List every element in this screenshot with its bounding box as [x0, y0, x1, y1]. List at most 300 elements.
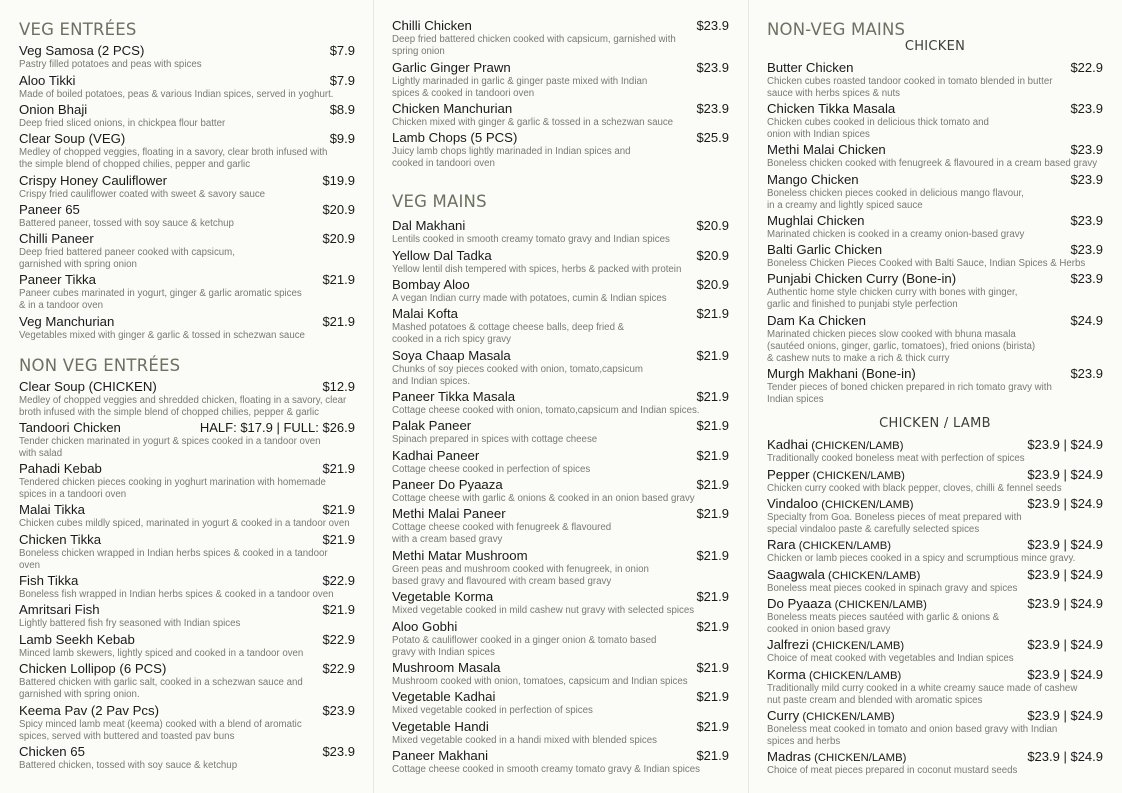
menu-item-name — [767, 596, 927, 613]
menu-item-description: and Indian spices. — [392, 375, 471, 387]
menu-item-price: $20.9 — [696, 248, 729, 263]
menu-item-description: Choice of meat cooked with vegetables and Indian spices — [767, 653, 1014, 664]
menu-item-price: $25.9 — [696, 130, 729, 145]
menu-item-price: $22.9 — [322, 632, 355, 647]
menu-item-description: Indian spices — [767, 393, 824, 405]
column-divider — [373, 0, 374, 793]
menu-item-butter-chicken — [767, 60, 1103, 100]
menu-item-description: cooked in onion based gravy — [767, 623, 891, 635]
menu-item-description: Marinated chicken is cooked in a creamy onion-based gravy — [767, 229, 1025, 240]
menu-item-name — [19, 379, 157, 395]
menu-item-name-text: Chicken Lollipop (6 PCS) — [19, 661, 167, 676]
menu-item-row — [767, 271, 1103, 287]
menu-item-row — [392, 18, 729, 34]
menu-item-description: (sautéed onions, ginger, garlic, tomatoes), fried onions (birista) — [767, 340, 1036, 352]
menu-item-mushroom-masala — [392, 660, 729, 688]
section-heading-veg-mains: VEG MAINS — [392, 192, 487, 211]
menu-item-jalfrezi — [767, 637, 1103, 665]
menu-item-name — [19, 632, 135, 648]
menu-item-description: Boneless meats pieces sautéed with garlic & onions & — [767, 612, 1000, 623]
menu-item-name — [767, 537, 891, 554]
menu-item-name-text: Curry — [767, 708, 800, 723]
menu-item-name-text: Aloo Tikki — [19, 73, 76, 88]
menu-item-row — [19, 602, 355, 618]
menu-item-description: Chicken cubes cooked in delicious thick tomato and — [767, 117, 989, 128]
menu-item-row — [767, 567, 1103, 583]
menu-item-name-text: Butter Chicken — [767, 60, 854, 75]
menu-item-price: $23.9 — [1070, 101, 1103, 116]
menu-item-description: oven — [19, 559, 41, 571]
menu-item-row — [767, 242, 1103, 258]
menu-item-onion-bhaji — [19, 102, 355, 130]
menu-item-row — [19, 173, 355, 189]
menu-item-row — [392, 348, 729, 364]
menu-item-row — [19, 43, 355, 59]
menu-item-description: Made of boiled potatoes, peas & various Indian spices, served in yoghurt. — [19, 89, 334, 100]
menu-item-meat-option: (CHICKEN/LAMB) — [799, 711, 895, 723]
menu-item-row — [767, 437, 1103, 453]
menu-item-description: Yellow lentil dish tempered with spices, herbs & packed with protein — [392, 264, 682, 275]
menu-item-lamb-chops-5-pcs — [392, 130, 729, 170]
menu-item-name-text: Chilli Paneer — [19, 231, 94, 246]
menu-item-description: Cottage cheese cooked in smooth creamy tomato gravy & Indian spices — [392, 764, 701, 775]
menu-item-name-text: Bombay Aloo — [392, 277, 470, 292]
menu-item-name — [767, 567, 920, 584]
menu-item-row — [392, 719, 729, 735]
menu-item-price: $22.9 — [322, 573, 355, 588]
menu-item-vegetable-kadhai — [392, 689, 729, 717]
menu-item-description: Cottage cheese with garlic & onions & cooked in an onion based gravy — [392, 493, 695, 504]
menu-item-row — [392, 506, 729, 522]
menu-item-price: $21.9 — [696, 548, 729, 563]
menu-item-row — [767, 749, 1103, 765]
menu-item-description: Tendered chicken pieces cooking in yoghurt marination with homemade — [19, 477, 326, 488]
menu-item-amritsari-fish — [19, 602, 355, 630]
menu-item-price: $21.9 — [696, 389, 729, 404]
menu-item-name — [392, 101, 512, 117]
menu-item-price: $23.9 — [696, 60, 729, 75]
menu-item-meat-option: (CHICKEN/LAMB) — [810, 752, 907, 764]
menu-item-name — [19, 420, 121, 436]
menu-item-clear-soup-chicken — [19, 379, 355, 419]
menu-item-description: Mixed vegetable cooked in mild cashew nut gravy with selected spices — [392, 605, 695, 616]
menu-item-name-text: Malai Tikka — [19, 502, 85, 517]
menu-item-name — [767, 749, 906, 766]
menu-item-description: Choice of meat pieces prepared in coconut mustard seeds — [767, 765, 1018, 776]
menu-item-name — [767, 142, 886, 158]
menu-item-name-text: Crispy Honey Cauliflower — [19, 173, 168, 188]
menu-item-name — [19, 532, 101, 548]
menu-item-description: Chunks of soy pieces cooked with onion, tomato,capsicum — [392, 364, 643, 375]
menu-item-description: Spicy minced lamb meat (keema) cooked with a blend of aromatic — [19, 719, 302, 730]
menu-item-name — [767, 213, 865, 229]
menu-item-name — [392, 448, 479, 464]
menu-item-name — [392, 548, 528, 564]
menu-item-paneer-do-pyaaza — [392, 477, 729, 505]
menu-item-description: Lentils cooked in smooth creamy tomato gravy and Indian spices — [392, 234, 670, 245]
menu-item-chilli-chicken — [392, 18, 729, 58]
menu-item-description: Cottage cheese cooked in perfection of spices — [392, 464, 591, 475]
menu-item-name-text: Tandoori Chicken — [19, 420, 121, 435]
menu-item-name — [392, 477, 503, 493]
menu-item-description: cooked in tandoori oven — [392, 157, 495, 169]
menu-item-description: with salad — [19, 447, 63, 459]
menu-item-description: Lightly battered fish fry seasoned with Indian spices — [19, 618, 241, 629]
menu-item-bombay-aloo — [392, 277, 729, 305]
menu-item-description: Tender chicken marinated in yogurt & spices cooked in a tandoor oven — [19, 436, 321, 447]
menu-item-name — [19, 461, 102, 477]
menu-item-name — [392, 60, 511, 76]
menu-item-price: $8.9 — [329, 102, 355, 117]
menu-item-name-text: Paneer 65 — [19, 202, 80, 217]
menu-item-name-text: Mughlai Chicken — [767, 213, 865, 228]
menu-item-malai-kofta — [392, 306, 729, 346]
menu-item-name-text: Methi Malai Chicken — [767, 142, 886, 157]
menu-item-description: Boneless fish wrapped in Indian herbs spices & cooked in a tandoor oven — [19, 589, 334, 600]
menu-item-description: spring onion — [392, 45, 445, 57]
menu-item-description: Potato & cauliflower cooked in a ginger onion & tomato based — [392, 635, 657, 646]
menu-item-name — [767, 667, 901, 684]
menu-item-price: $21.9 — [696, 589, 729, 604]
menu-item-price: $19.9 — [322, 173, 355, 188]
menu-item-row — [767, 467, 1103, 483]
menu-item-balti-garlic-chicken — [767, 242, 1103, 270]
menu-item-paneer-65 — [19, 202, 355, 230]
menu-item-description: Mashed potatoes & cottage cheese balls, deep fried & — [392, 322, 625, 333]
menu-item-name — [767, 496, 914, 513]
menu-item-price: $23.9 — [322, 744, 355, 759]
menu-item-description: Boneless chicken wrapped in Indian herbs spices & cooked in a tandoor — [19, 548, 328, 559]
menu-item-madras — [767, 749, 1103, 777]
menu-item-description: Chicken mixed with ginger & garlic & tossed in a schezwan sauce — [392, 117, 674, 128]
menu-item-price: $20.9 — [322, 202, 355, 217]
menu-item-description: broth infused with the simple blend of chopped chilies, pepper & garlic — [19, 406, 319, 418]
menu-item-curry — [767, 708, 1103, 748]
menu-item-name-text: Vegetable Handi — [392, 719, 489, 734]
menu-item-row — [392, 548, 729, 564]
menu-item-description: garlic and finished to punjabi style perfection — [767, 298, 958, 310]
menu-item-name-text: Vindaloo — [767, 496, 819, 511]
menu-item-description: spices, served with buttered and toasted pav buns — [19, 730, 235, 742]
menu-item-name-text: Paneer Do Pyaaza — [392, 477, 503, 492]
menu-item-name — [19, 502, 85, 518]
menu-item-name-text: Punjabi Chicken Curry (Bone-in) — [767, 271, 957, 286]
menu-item-row — [767, 142, 1103, 158]
menu-item-name-text: Paneer Tikka Masala — [392, 389, 516, 404]
menu-item-description: Deep fried battered paneer cooked with capsicum, — [19, 247, 235, 258]
menu-item-description: Paneer cubes marinated in yogurt, ginger & garlic aromatic spices — [19, 288, 302, 299]
menu-item-row — [19, 73, 355, 89]
menu-item-price: $21.9 — [696, 506, 729, 521]
menu-item-row — [19, 502, 355, 518]
menu-item-name — [392, 660, 500, 676]
menu-item-price: HALF: $17.9 | FULL: $26.9 — [199, 420, 355, 435]
menu-item-meat-option: (CHICKEN/LAMB) — [809, 470, 905, 482]
menu-item-name-text: Keema Pav (2 Pav Pcs) — [19, 703, 159, 718]
menu-item-description: sauce with herbs spices & nuts — [767, 87, 900, 99]
menu-item-murgh-makhani-bone-in — [767, 366, 1103, 406]
menu-item-price: $23.9 | $24.9 — [1027, 708, 1103, 723]
menu-item-row — [19, 202, 355, 218]
menu-item-name-text: Pepper — [767, 467, 810, 482]
menu-item-price: $23.9 | $24.9 — [1027, 749, 1103, 764]
menu-item-description: cooked in a rich spicy gravy — [392, 333, 511, 345]
menu-item-row — [392, 418, 729, 434]
menu-item-chicken-manchurian — [392, 101, 729, 129]
menu-item-kadhai-paneer — [392, 448, 729, 476]
menu-item-meat-option: (CHICKEN/LAMB) — [831, 599, 927, 611]
menu-item-row — [392, 218, 729, 234]
menu-item-price: $23.9 | $24.9 — [1027, 437, 1103, 452]
menu-item-name-text: Lamb Chops (5 PCS) — [392, 130, 518, 145]
menu-item-name-text: Amritsari Fish — [19, 602, 100, 617]
menu-item-row — [392, 306, 729, 322]
menu-item-veg-manchurian — [19, 314, 355, 342]
menu-item-name — [392, 348, 511, 364]
menu-item-price: $9.9 — [329, 131, 355, 146]
menu-item-mughlai-chicken — [767, 213, 1103, 241]
menu-item-name — [392, 218, 465, 234]
menu-item-name — [19, 173, 167, 189]
menu-item-name-text: Madras — [767, 749, 811, 764]
menu-item-price: $21.9 — [696, 448, 729, 463]
menu-item-soya-chaap-masala — [392, 348, 729, 388]
menu-item-saagwala — [767, 567, 1103, 595]
menu-item-punjabi-chicken-curry-bone-in — [767, 271, 1103, 311]
menu-item-row — [19, 314, 355, 330]
menu-item-name — [392, 306, 458, 322]
menu-item-description: Chicken cubes roasted tandoor cooked in tomato blended in butter — [767, 76, 1053, 87]
menu-item-name-text: Fish Tikka — [19, 573, 79, 588]
menu-item-name-text: Mushroom Masala — [392, 660, 501, 675]
menu-item-description: spices & cooked in tandoori oven — [392, 87, 535, 99]
column-divider — [748, 0, 749, 793]
menu-item-price: $23.9 — [696, 18, 729, 33]
menu-item-row — [19, 661, 355, 677]
menu-item-description: Boneless chicken pieces cooked in delicious mango flavour, — [767, 188, 1024, 199]
menu-item-row — [19, 131, 355, 147]
menu-item-description: Minced lamb skewers, lightly spiced and cooked in a tandoor oven — [19, 648, 304, 659]
menu-item-mango-chicken — [767, 172, 1103, 212]
menu-item-description: Battered chicken with garlic salt, cooked in a schezwan sauce and — [19, 677, 303, 688]
section-heading-non-veg-mains: NON-VEG MAINS — [767, 20, 906, 39]
menu-item-price: $22.9 — [322, 661, 355, 676]
menu-item-description: the simple blend of chopped chilies, pepper and garlic — [19, 158, 251, 170]
menu-item-name — [392, 689, 495, 705]
menu-item-name-text: Kadhai Paneer — [392, 448, 480, 463]
menu-item-row — [19, 231, 355, 247]
menu-item-name-text: Aloo Gobhi — [392, 619, 458, 634]
menu-item-meat-option: (CHICKEN/LAMB) — [824, 570, 921, 582]
menu-item-description: Mushroom cooked with onion, tomatoes, capsicum and Indian spices — [392, 676, 688, 687]
menu-item-name — [392, 130, 517, 146]
menu-item-name-text: Clear Soup (CHICKEN) — [19, 379, 157, 394]
menu-item-name-text: Dam Ka Chicken — [767, 313, 866, 328]
menu-item-name-text: Mango Chicken — [767, 172, 859, 187]
menu-item-name — [392, 389, 515, 405]
menu-item-name — [19, 314, 114, 330]
menu-item-description: Pastry filled potatoes and peas with spices — [19, 59, 202, 70]
menu-item-name — [19, 661, 166, 677]
menu-item-name — [392, 719, 489, 735]
menu-item-aloo-tikki — [19, 73, 355, 101]
menu-item-name-text: Veg Manchurian — [19, 314, 115, 329]
menu-item-vegetable-handi — [392, 719, 729, 747]
menu-item-meat-option: (CHICKEN/LAMB) — [808, 440, 904, 452]
menu-item-price: $23.9 | $24.9 — [1027, 467, 1103, 482]
menu-item-fish-tikka — [19, 573, 355, 601]
menu-item-description: Medley of chopped veggies, floating in a savory, clear broth infused with — [19, 147, 328, 158]
menu-item-description: Boneless Chicken Pieces Cooked with Balti Sauce, Indian Spices & Herbs — [767, 258, 1086, 269]
menu-item-description: Boneless meat pieces cooked in spinach gravy and spices — [767, 583, 1018, 594]
menu-item-price: $21.9 — [322, 314, 355, 329]
menu-item-row — [392, 477, 729, 493]
menu-item-kadhai — [767, 437, 1103, 465]
menu-item-name — [767, 271, 956, 287]
menu-item-description: Chicken or lamb pieces cooked in a spicy and scrumptious mince gravy. — [767, 553, 1076, 564]
menu-item-methi-malai-paneer — [392, 506, 729, 546]
menu-item-lamb-seekh-kebab — [19, 632, 355, 660]
menu-item-row — [392, 101, 729, 117]
menu-item-name-text: Onion Bhaji — [19, 102, 88, 117]
menu-item-meat-option: (CHICKEN/LAMB) — [805, 670, 902, 682]
section-heading-chicken-lamb: CHICKEN / LAMB — [879, 416, 991, 431]
menu-item-name-text: Garlic Ginger Prawn — [392, 60, 511, 75]
menu-item-name-text: Paneer Makhani — [392, 748, 489, 763]
menu-item-price: $21.9 — [696, 306, 729, 321]
menu-item-row — [392, 130, 729, 146]
menu-item-price: $21.9 — [322, 532, 355, 547]
menu-item-row — [767, 313, 1103, 329]
menu-item-description: Specialty from Goa. Boneless pieces of meat prepared with — [767, 512, 1022, 523]
menu-item-description: & cashew nuts to make a rich & thick curry — [767, 352, 950, 364]
menu-item-aloo-gobhi — [392, 619, 729, 659]
menu-item-name-text: Jalfrezi — [767, 637, 809, 652]
menu-item-row — [767, 537, 1103, 553]
menu-item-description: in a creamy and lightly spiced sauce — [767, 199, 923, 211]
menu-item-name — [392, 589, 493, 605]
menu-item-price: $23.9 — [1070, 366, 1103, 381]
menu-item-row — [392, 389, 729, 405]
menu-item-description: Traditionally cooked boneless meat with perfection of spices — [767, 453, 1025, 464]
menu-item-price: $23.9 — [1070, 242, 1103, 257]
menu-item-name — [19, 602, 100, 618]
menu-item-name-text: Vegetable Korma — [392, 589, 494, 604]
menu-item-row — [392, 689, 729, 705]
menu-item-name-text: Soya Chaap Masala — [392, 348, 511, 363]
menu-item-name-text: Kadhai — [767, 437, 809, 452]
menu-item-description: Boneless meat cooked in tomato and onion based gravy with Indian — [767, 724, 1058, 735]
menu-item-row — [392, 748, 729, 764]
menu-item-name — [19, 73, 75, 89]
menu-item-price: $21.9 — [696, 477, 729, 492]
menu-item-price: $23.9 — [696, 101, 729, 116]
menu-item-description: nut paste cream and blended with aromatic spices — [767, 694, 983, 706]
menu-item-name-text: Murgh Makhani (Bone-in) — [767, 366, 916, 381]
menu-item-price: $21.9 — [322, 602, 355, 617]
menu-item-price: $12.9 — [322, 379, 355, 394]
menu-item-chicken-lollipop-6-pcs — [19, 661, 355, 701]
menu-item-name — [19, 131, 125, 147]
menu-item-row — [767, 637, 1103, 653]
menu-item-name — [767, 437, 903, 454]
menu-item-row — [392, 277, 729, 293]
menu-item-name — [392, 748, 488, 764]
menu-item-price: $23.9 — [1070, 172, 1103, 187]
menu-item-name — [392, 619, 457, 635]
menu-item-description: Lightly marinaded in garlic & ginger paste mixed with Indian — [392, 76, 648, 87]
menu-item-row — [19, 532, 355, 548]
section-heading-veg-entr-es: VEG ENTRÉES — [19, 20, 137, 39]
menu-item-row — [392, 619, 729, 635]
menu-item-description: Spinach prepared in spices with cottage cheese — [392, 434, 598, 445]
menu-item-name-text: Yellow Dal Tadka — [392, 248, 492, 263]
menu-item-description: Juicy lamb chops lightly marinaded in Indian spices and — [392, 146, 631, 157]
menu-item-name — [767, 637, 904, 654]
menu-item-row — [767, 667, 1103, 683]
menu-item-description: Mixed vegetable cooked in a handi mixed with blended spices — [392, 735, 657, 746]
menu-item-paneer-tikka — [19, 272, 355, 312]
menu-item-price: $23.9 — [322, 703, 355, 718]
menu-item-price: $23.9 | $24.9 — [1027, 637, 1103, 652]
menu-item-name — [19, 202, 80, 218]
menu-item-description: garnished with spring onion. — [19, 688, 140, 700]
menu-item-name — [19, 703, 159, 719]
menu-item-name — [767, 172, 859, 188]
menu-item-name-text: Clear Soup (VEG) — [19, 131, 126, 146]
menu-item-description: spices and herbs — [767, 735, 841, 747]
menu-item-name — [19, 573, 78, 589]
section-heading-non-veg-entr-es: NON VEG ENTRÉES — [19, 356, 181, 375]
menu-item-name — [767, 313, 866, 329]
menu-item-pahadi-kebab — [19, 461, 355, 501]
menu-item-description: Chicken curry cooked with black pepper, cloves, chilli & fennel seeds — [767, 483, 1062, 494]
menu-item-description: Green peas and mushroom cooked with fenugreek, in onion — [392, 564, 649, 575]
menu-item-price: $20.9 — [696, 218, 729, 233]
menu-item-crispy-honey-cauliflower — [19, 173, 355, 201]
menu-item-paneer-makhani — [392, 748, 729, 776]
menu-item-name — [767, 366, 916, 382]
menu-item-keema-pav-2-pav-pcs — [19, 703, 355, 743]
menu-item-description: A vegan Indian curry made with potatoes, cumin & Indian spices — [392, 293, 667, 304]
menu-item-price: $23.9 — [1070, 213, 1103, 228]
menu-item-description: Tender pieces of boned chicken prepared in rich tomato gravy with — [767, 382, 1052, 393]
menu-item-name-text: Methi Malai Paneer — [392, 506, 506, 521]
menu-item-name — [392, 18, 472, 34]
menu-item-price: $23.9 | $24.9 — [1027, 667, 1103, 682]
menu-item-description: Deep fried battered chicken cooked with capsicum, garnished with — [392, 34, 676, 45]
menu-item-description: Chicken cubes mildly spiced, marinated in yogurt & cooked in a tandoor oven — [19, 518, 350, 529]
menu-item-price: $21.9 — [696, 748, 729, 763]
menu-item-price: $21.9 — [696, 719, 729, 734]
menu-item-name-text: Malai Kofta — [392, 306, 458, 321]
menu-item-methi-matar-mushroom — [392, 548, 729, 588]
menu-item-name-text: Chicken Tikka — [19, 532, 102, 547]
menu-item-description: with a cream based gravy — [392, 533, 503, 545]
menu-item-name-text: Rara — [767, 537, 796, 552]
menu-item-price: $23.9 | $24.9 — [1027, 596, 1103, 611]
menu-item-name-text: Chicken Tikka Masala — [767, 101, 896, 116]
menu-item-meat-option: (CHICKEN/LAMB) — [808, 640, 905, 652]
menu-item-description: based gravy and flavoured with cream based gravy — [392, 575, 612, 587]
menu-item-price: $21.9 — [696, 418, 729, 433]
menu-item-vindaloo — [767, 496, 1103, 536]
menu-item-tandoori-chicken — [19, 420, 355, 460]
menu-item-price: $20.9 — [696, 277, 729, 292]
menu-item-dam-ka-chicken — [767, 313, 1103, 364]
menu-item-price: $23.9 | $24.9 — [1027, 537, 1103, 552]
menu-item-description: Cottage cheese cooked with onion, tomato,capsicum and Indian spices. — [392, 405, 700, 416]
